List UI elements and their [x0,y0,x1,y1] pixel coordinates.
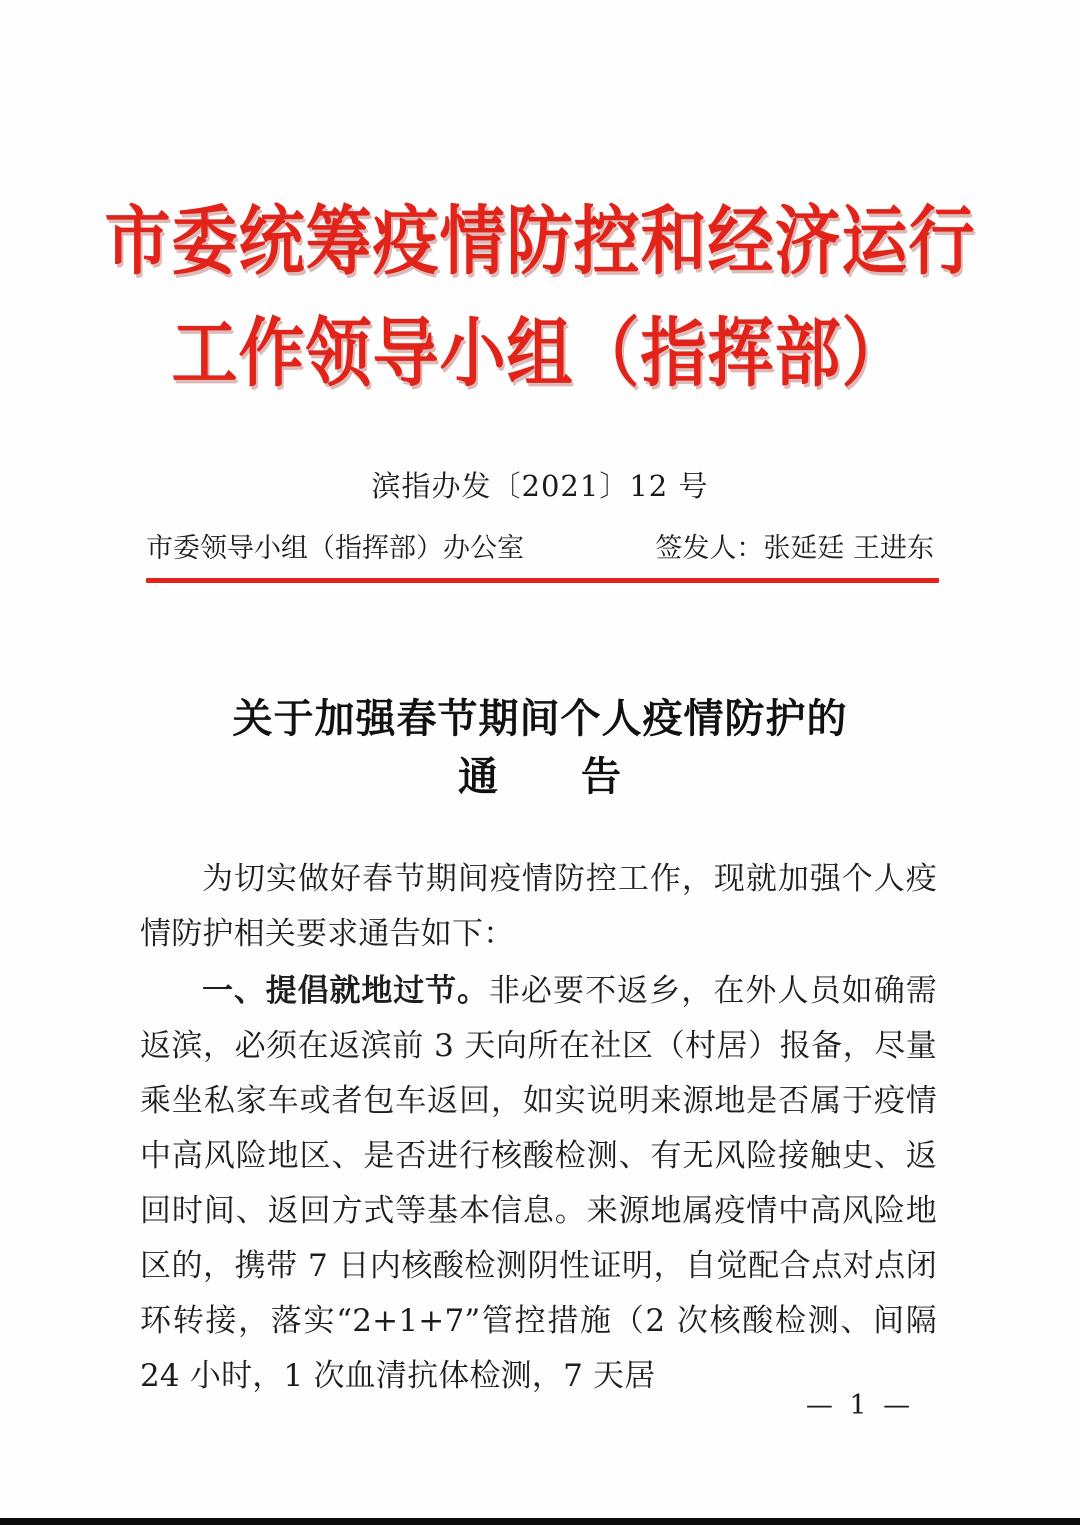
document-body [140,852,937,1404]
issuing-office: 市委领导小组（指挥部）办公室 [146,533,524,564]
page-number: — 1 — [805,1390,915,1421]
page-number-footer [0,1388,1080,1424]
title-line-1: 关于加强春节期间个人疫情防护的 [232,695,848,742]
document-number: 滨指办发〔2021〕12 号 [371,469,709,503]
masthead-line-1: 市委统筹疫情防控和经济运行 [104,196,976,286]
section-1-text: 非必要不返乡，在外人员如确需返滨，必须在返滨前 3 天向所在社区（村居）报备，尽量乘坐私家车或者包车返回，如实说明来源地是否属于疫情中高风险地区、是否进行核酸检测、有无风险接触史、返回时间、返回方式等基本信息。来源地属疫情中高风险地区的，携带 7 日内核酸检测阴性证明，自觉配合点对点闭环转接，落实“2+1+7”管控措施（2 次核酸检测、间隔 24 小时，1 次血清抗体检测，7 天居 [140,973,937,1394]
document-title [0,690,1080,806]
masthead [0,185,1080,409]
title-line-2: 通 告 [458,753,622,800]
body-section-1 [140,964,937,1404]
body-paragraph-1: 为切实做好春节期间疫情防控工作，现就加强个人疫情防护相关要求通告如下： [140,861,937,952]
red-separator-rule [146,578,939,583]
scan-bottom-edge [0,1518,1080,1525]
section-1-heading: 一、提倡就地过节。 [202,973,489,1009]
masthead-line-2: 工作领导小组（指挥部） [171,308,909,398]
signer: 签发人：张延廷 王进东 [655,533,934,564]
issuer-signer-row [146,530,938,568]
